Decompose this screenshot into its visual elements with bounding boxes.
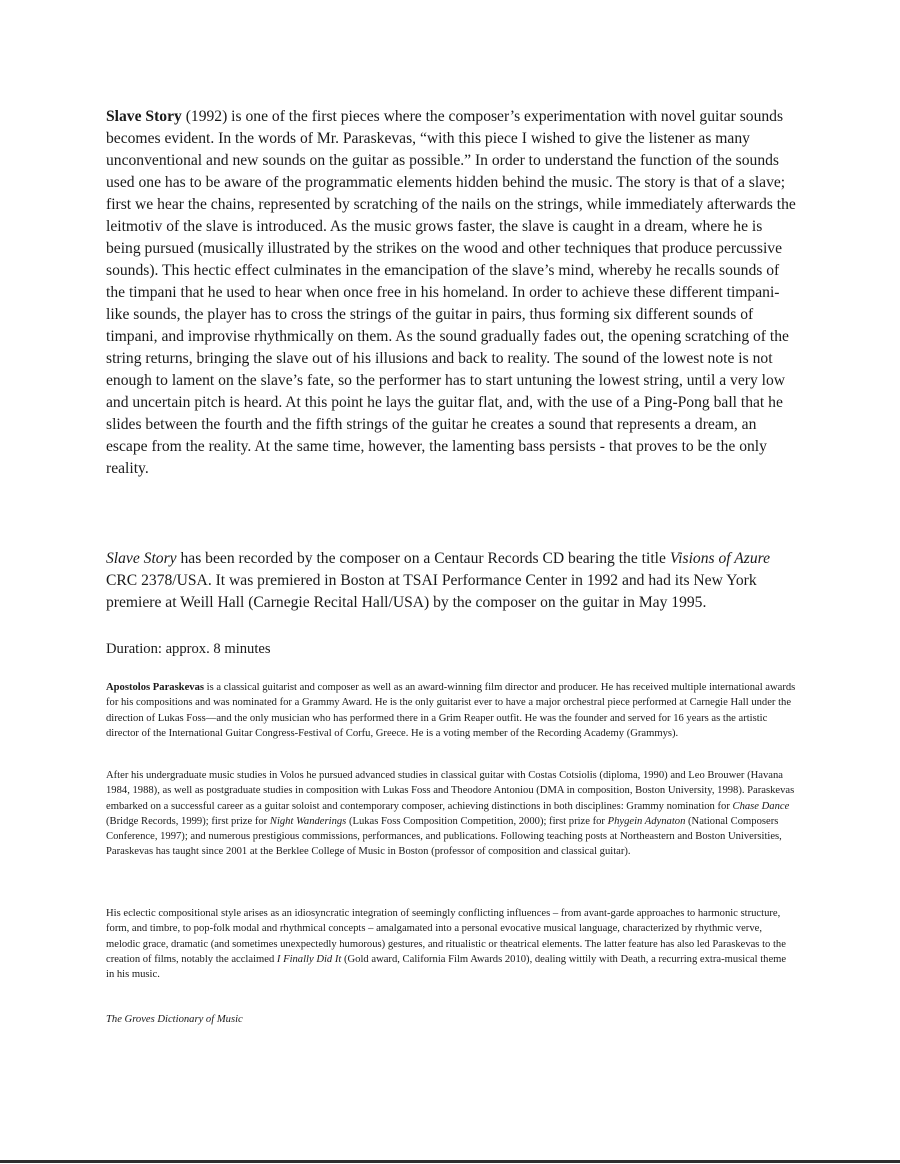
bio-text-segment: His eclectic compositional style arises as an idiosyncratic integration of seemingly conflicting influences – from avant-garde approaches to harmonic structure, form, and timbre, to pop-folk modal and rhythmical concepts – amalgamated into a personal evocative musical language, characterized by rhythmic verve, melodic grace, dramatic (and sometimes unexpectedly humorous) gestures, and ritualistic or theatrical elements. The latter feature has also led Paraskevas to the creation of films, notably the acclaimed xyxy=(106,908,786,965)
bio-paragraph-1-text: is a classical guitarist and composer as well as an award-winning film director and producer. He has received multiple international awards for his compositions and was nominated for a Grammy Award. He is the only guitarist ever to have a major orchestral piece performed at Carnegie Hall under the direction of Lukas Foss—and the only musician who has performed there in a Grim Reaper outfit. He was the founder and served for 16 years as the artistic director of the International Guitar Congress-Festival of Corfu, Greece. He is a voting member of the Recording Academy (Grammys). xyxy=(106,682,796,739)
program-note-paragraph xyxy=(106,106,796,480)
bio-paragraph-2 xyxy=(106,768,796,860)
recording-text-a: has been recorded by the composer on a Centaur Records CD bearing the title xyxy=(176,550,670,567)
film-title: I Finally Did It xyxy=(276,953,342,965)
recording-paragraph xyxy=(106,548,796,614)
bio-paragraph-3 xyxy=(106,906,796,982)
bio-text-segment: (Gold award, California Film Awards 2010), dealing wittily with Death, a recurring extra-musical theme in his music. xyxy=(106,953,787,981)
piece-title: Slave Story xyxy=(106,108,182,125)
work-title: Phygein Adynaton xyxy=(607,815,686,827)
bio-text-segment: (Lukas Foss Composition Competition, 2000); first prize for xyxy=(346,815,608,827)
cd-title: Visions of Azure xyxy=(669,550,771,567)
bio-text-segment: After his undergraduate music studies in Volos he pursued advanced studies in classical guitar with Costas Cotsiolis (diploma, 1990) and Leo Brouwer (Havana 1984, 1988), as well as postgraduate studies in composition with Lukas Foss and Theodore Antoniou (DMA in composition, Boston University, 1998). Paraskevas embarked on a successful career as a guitar soloist and contemporary composer, achieving distinctions in both disciplines: Grammy nomination for xyxy=(106,770,795,812)
recording-text-b: CRC 2378/USA. It was premiered in Boston at TSAI Performance Center in 1992 and had its New York premiere at Weill Hall (Carnegie Recital Hall/USA) by the composer on the guitar in May 1995. xyxy=(106,572,757,611)
program-note-text: (1992) is one of the first pieces where the composer’s experimentation with novel guitar sounds becomes evident. In the words of Mr. Paraskevas, “with this piece I wished to give the listener as many unconventional and new sounds on the guitar as possible.” In order to understand the function of the sounds used one has to be aware of the programmatic elements hidden behind the music. The story is that of a slave; first we hear the chains, represented by scratching of the nails on the strings, while immediately afterwards the leitmotiv of the slave is introduced. As the music grows faster, the slave is caught in a dream, where he is being pursued (musically illustrated by the strikes on the wood and other techniques that produce percussive sounds). This hectic effect culminates in the emancipation of the slave’s mind, whereby he recalls sounds of the timpani that he used to hear when once free in his homeland. In order to achieve these different timpani-like sounds, the player has to cross the strings of the guitar in pairs, thus forming six different sounds of timpani, and improvise rhythmically on them. As the sound gradually fades out, the opening scratching of the string returns, bringing the slave out of his illusions and back to reality. The sound of the lowest note is not enough to lament on the slave’s fate, so the performer has to start untuning the lowest string, until a very low and uncertain pitch is heard. At this point he lays the guitar flat, and, with the use of a Ping-Pong ball that he slides between the fourth and the fifth strings of the guitar he creates a sound that represents a dream, an escape from the reality. At the same time, however, the lamenting bass persists - that proves to be the only reality. xyxy=(106,108,796,477)
bio-text-segment: (National Composers Conference, 1997); and numerous prestigious commissions, performances, and publications. Following teaching posts at Northeastern and Boston Universities, Paraskevas has taught since 2001 at the Berklee College of Music in Boston (professor of composition and classical guitar). xyxy=(106,815,782,858)
bio-paragraph-1 xyxy=(106,680,796,741)
work-title: Night Wanderings xyxy=(269,815,347,827)
recording-piece-title: Slave Story xyxy=(106,550,177,567)
bio-text-segment: (Bridge Records, 1999); first prize for xyxy=(106,815,270,827)
bottom-border xyxy=(0,1160,900,1163)
duration-line: Duration: approx. 8 minutes xyxy=(106,641,271,657)
composer-name: Apostolos Paraskevas xyxy=(106,682,204,693)
work-title: Chase Dance xyxy=(732,800,790,812)
source-citation: The Groves Dictionary of Music xyxy=(106,1014,243,1025)
